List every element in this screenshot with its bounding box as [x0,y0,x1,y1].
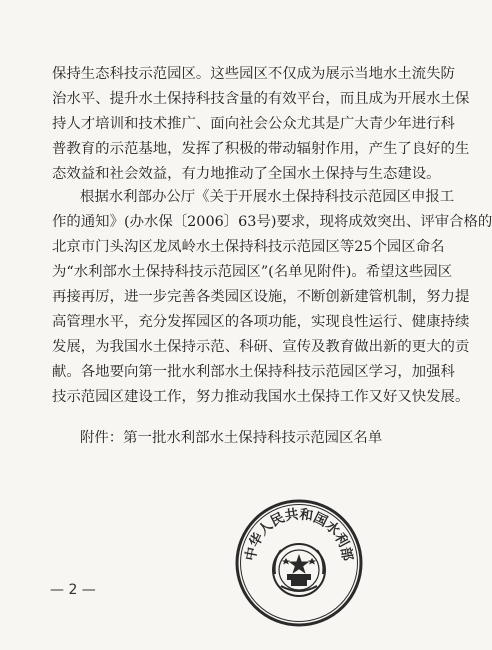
page-number: — 2 — [50,582,96,598]
text-line: 献。各地要向第一批水利部水土保持科技示范园区学习，加强科 [52,364,455,380]
seal-text: 中华人民共和国水利部 [242,506,356,563]
national-emblem-icon [273,544,325,596]
text-line: 再接再厉，进一步完善各类园区设施，不断创新建管机制，努力提 [52,289,470,305]
text-line: 作的通知》(办水保〔2006〕63号)要求，现将成效突出、评审合格的 [52,214,492,230]
text-line: 为“水利部水土保持科技示范园区”(名单见附件)。希望这些园区 [52,264,453,280]
text-line: 态效益和社会效益，有力地推动了全国水土保持与生态建设。 [52,166,441,182]
official-seal [234,498,364,628]
text-line: 持人才培训和技术推广、面向社会公众尤其是广大青少年进行科 [52,116,455,132]
text-line: 根据水利部办公厅《关于开展水土保持科技示范园区申报工 [80,189,455,205]
paragraph-continuation [52,62,470,187]
paragraph-main [52,185,492,410]
text-line: 治水平、提升水土保持科技含量的有效平台，而且成为开展水土保 [52,91,470,107]
text-line: 技示范园区建设工作，努力推动我国水土保持工作又好又快发展。 [52,389,470,405]
text-line: 保持生态科技示范园区。这些园区不仅成为展示当地水土流失防 [52,66,455,82]
text-line: 高管理水平，充分发挥园区的各项功能，实现良性运行、健康持续 [52,314,470,330]
text-line: 普教育的示范基地，发挥了积极的带动辐射作用，产生了良好的生 [52,141,470,157]
text-line: 北京市门头沟区龙凤岭水土保持科技示范园区等25个园区命名 [52,239,445,255]
text-line: 发展，为我国水土保持示范、科研、宣传及教育做出新的更大的贡 [52,339,470,355]
attachment-line: 附件：第一批水利部水土保持科技示范园区名单 [80,430,383,446]
